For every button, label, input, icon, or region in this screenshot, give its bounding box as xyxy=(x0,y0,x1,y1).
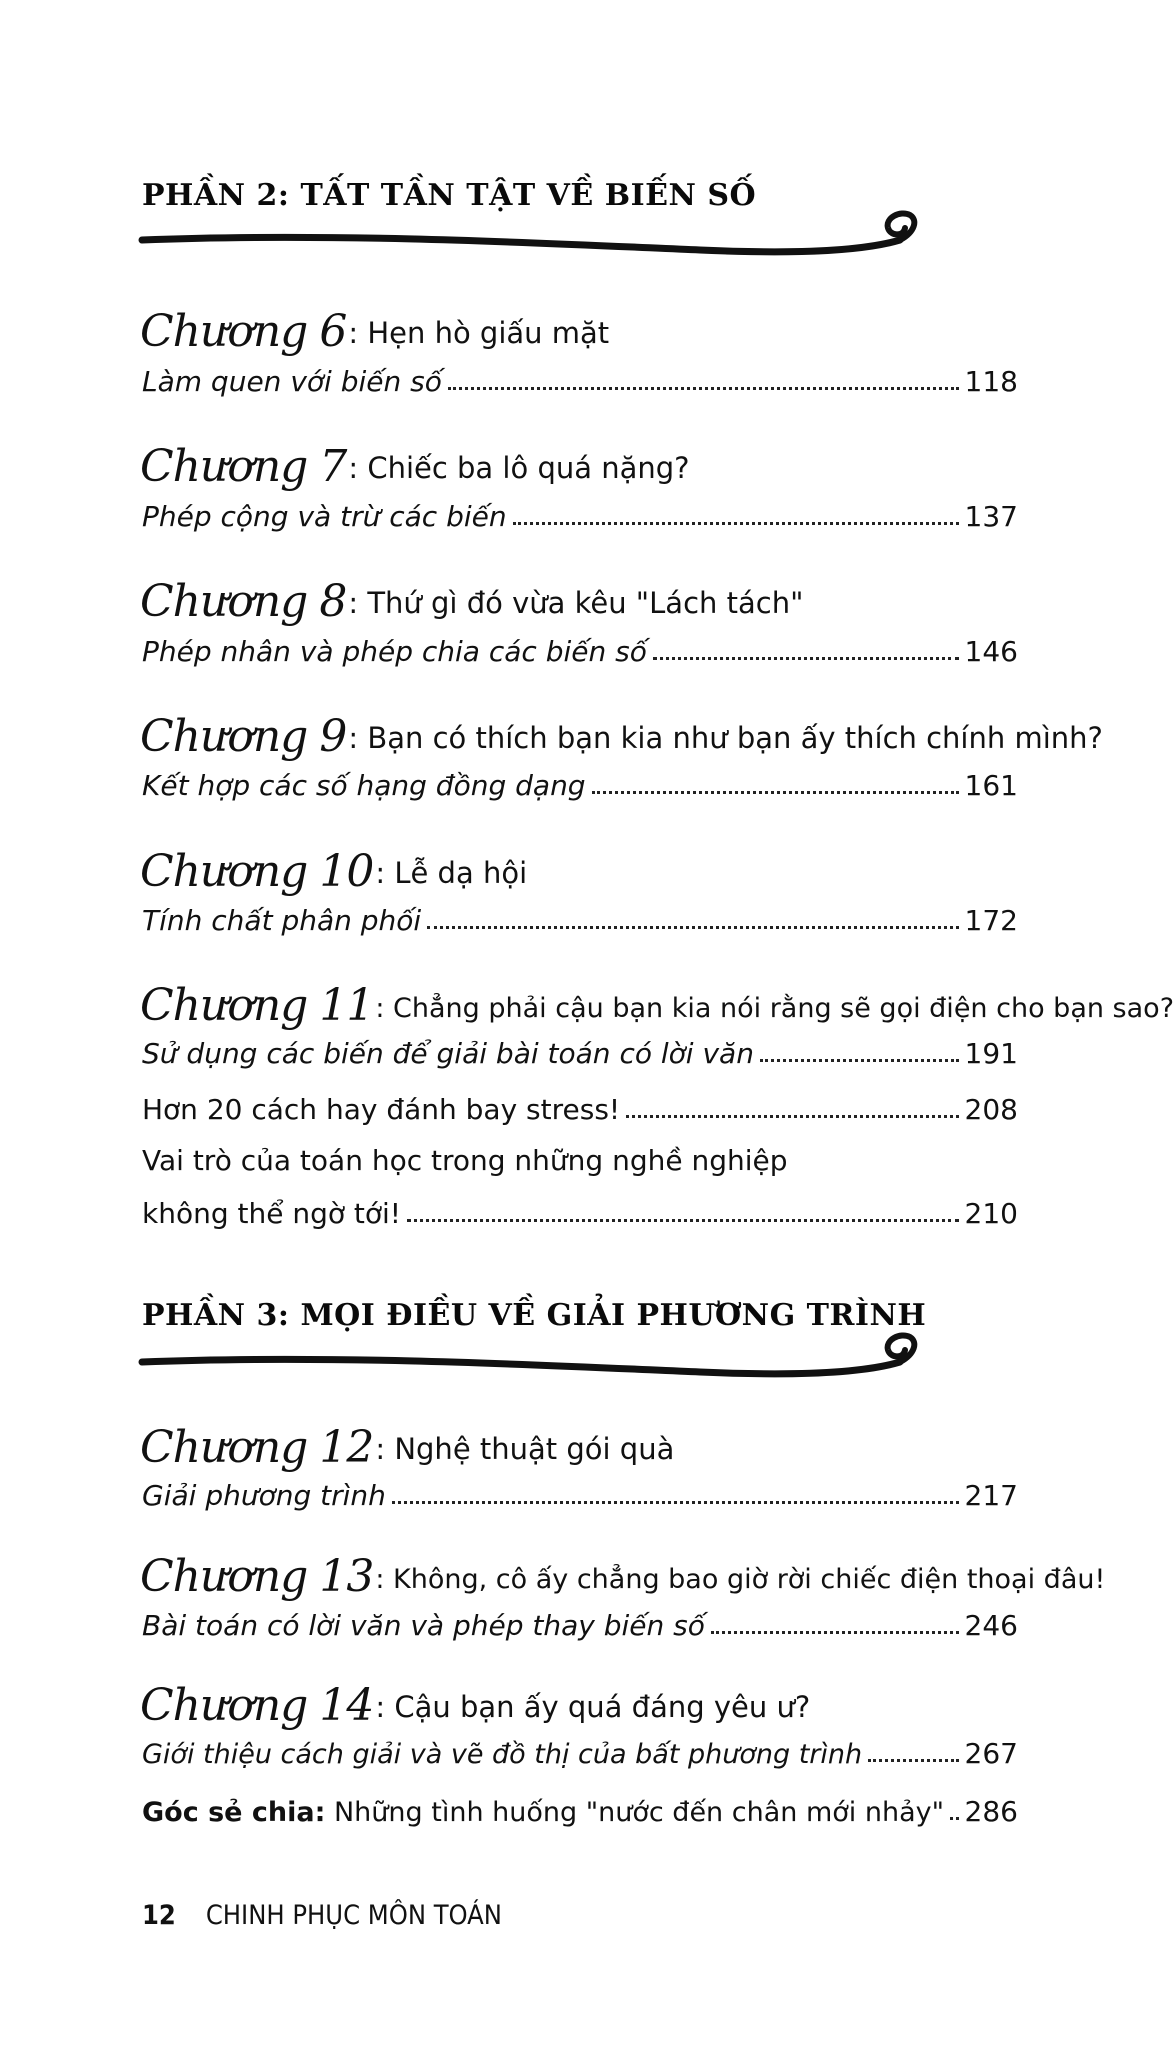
chapter-title: : Không, cô ấy chẳng bao giờ rời chiếc điện thoại đâu! xyxy=(375,1564,1106,1595)
chapter-12-heading xyxy=(140,1406,675,1473)
chapter-number: 6 xyxy=(319,306,347,357)
chapter-title: : Lễ dạ hội xyxy=(375,856,528,890)
swirl-divider-icon xyxy=(140,210,940,280)
chapter-word: Chương xyxy=(140,441,308,492)
toc-entry-chapter-13 xyxy=(142,1602,1018,1642)
toc-entry-chapter-11 xyxy=(142,1030,1018,1070)
chapter-13-heading xyxy=(140,1535,1106,1602)
toc-entry-careers xyxy=(142,1190,1018,1230)
page-number: 172 xyxy=(964,904,1018,937)
chapter-9-heading xyxy=(140,695,1103,762)
toc-entry-chapter-6 xyxy=(142,358,1018,398)
page-number: 191 xyxy=(964,1037,1018,1070)
chapter-6-heading xyxy=(140,290,610,357)
chapter-number: 8 xyxy=(319,576,347,627)
page-number: 161 xyxy=(964,769,1018,802)
chapter-11-heading xyxy=(140,964,1174,1031)
swirl-divider-icon xyxy=(140,1332,940,1402)
part-2-title: PHẦN 2: TẤT TẦN TẬT VỀ BIẾN SỐ xyxy=(142,178,757,213)
toc-entry-text: Giới thiệu cách giải và vẽ đồ thị của bất phương trình xyxy=(142,1739,863,1770)
chapter-word: Chương xyxy=(140,846,308,897)
toc-entry-text: Tính chất phân phối xyxy=(142,904,422,937)
chapter-title: : Hẹn hò giấu mặt xyxy=(348,316,610,350)
chapter-number: 7 xyxy=(319,441,347,492)
page-number: 118 xyxy=(964,365,1018,398)
dot-leader xyxy=(711,1630,959,1634)
toc-entry-corner xyxy=(142,1788,1018,1828)
dot-leader xyxy=(448,386,959,390)
toc-entry-chapter-8 xyxy=(142,628,1018,668)
chapter-title: : Thứ gì đó vừa kêu "Lách tách" xyxy=(348,586,804,620)
toc-entry-text: Làm quen với biến số xyxy=(142,365,442,398)
dot-leader xyxy=(392,1500,959,1504)
chapter-number: 14 xyxy=(319,1680,374,1731)
corner-label: Góc sẻ chia: xyxy=(142,1797,326,1828)
chapter-number: 11 xyxy=(319,980,374,1031)
toc-entry-chapter-14 xyxy=(142,1730,1018,1770)
chapter-word: Chương xyxy=(140,1422,308,1473)
dot-leader xyxy=(592,790,959,794)
toc-entry-chapter-7 xyxy=(142,493,1018,533)
toc-entry-text: không thể ngờ tới! xyxy=(142,1197,402,1230)
page-number: 146 xyxy=(964,635,1018,668)
dot-leader xyxy=(653,656,959,660)
dot-leader xyxy=(626,1114,958,1118)
chapter-14-heading xyxy=(140,1664,811,1731)
page-number: 137 xyxy=(964,500,1018,533)
chapter-number: 10 xyxy=(319,846,374,897)
toc-entry-careers-line1: Vai trò của toán học trong những nghề nghiệp xyxy=(142,1144,788,1177)
chapter-8-heading xyxy=(140,560,804,627)
toc-entry-text: Những tình huống "nước đến chân mới nhảy" xyxy=(325,1797,945,1828)
chapter-word: Chương xyxy=(140,306,308,357)
toc-entry-text: Bài toán có lời văn và phép thay biến số xyxy=(142,1609,705,1642)
chapter-10-heading xyxy=(140,830,528,897)
dot-leader xyxy=(407,1218,959,1222)
chapter-title: : Cậu bạn ấy quá đáng yêu ư? xyxy=(375,1690,811,1724)
toc-entry-text: Giải phương trình xyxy=(142,1479,386,1512)
dot-leader xyxy=(950,1816,959,1820)
chapter-number: 13 xyxy=(319,1551,374,1602)
page-number: 208 xyxy=(964,1093,1018,1126)
toc-entry-stress xyxy=(142,1086,1018,1126)
dot-leader xyxy=(427,925,958,929)
dot-leader xyxy=(513,521,959,525)
toc-entry-text: Kết hợp các số hạng đồng dạng xyxy=(142,769,586,802)
chapter-number: 12 xyxy=(319,1422,374,1473)
chapter-title: : Bạn có thích bạn kia như bạn ấy thích chính mình? xyxy=(348,721,1103,755)
footer-book-title: CHINH PHỤC MÔN TOÁN xyxy=(205,1900,502,1931)
chapter-title: : Nghệ thuật gói quà xyxy=(375,1432,675,1466)
chapter-word: Chương xyxy=(140,576,308,627)
chapter-title: : Chiếc ba lô quá nặng? xyxy=(348,451,690,485)
chapter-word: Chương xyxy=(140,980,308,1031)
toc-entry-chapter-9 xyxy=(142,762,1018,802)
chapter-title: : Chẳng phải cậu bạn kia nói rằng sẽ gọi điện cho bạn sao? xyxy=(375,993,1174,1024)
toc-entry-text: Hơn 20 cách hay đánh bay stress! xyxy=(142,1093,621,1126)
part-3-title: PHẦN 3: MỌI ĐIỀU VỀ GIẢI PHƯƠNG TRÌNH xyxy=(142,1298,927,1333)
toc-entry-text: Phép cộng và trừ các biến xyxy=(142,500,507,533)
chapter-7-heading xyxy=(140,425,690,492)
page-footer xyxy=(142,1900,502,1931)
page-number: 246 xyxy=(964,1609,1018,1642)
chapter-word: Chương xyxy=(140,1680,308,1731)
toc-entry-text: Phép nhân và phép chia các biến số xyxy=(142,635,647,668)
page-number: 267 xyxy=(964,1737,1018,1770)
page-number: 286 xyxy=(964,1795,1018,1828)
dot-leader xyxy=(760,1058,959,1062)
dot-leader xyxy=(868,1758,958,1762)
page-number: 210 xyxy=(964,1197,1018,1230)
toc-entry-text: Sử dụng các biến để giải bài toán có lời văn xyxy=(142,1037,754,1070)
chapter-word: Chương xyxy=(140,711,308,762)
toc-entry-chapter-12 xyxy=(142,1472,1018,1512)
chapter-number: 9 xyxy=(319,711,347,762)
toc-entry-chapter-10 xyxy=(142,897,1018,937)
chapter-word: Chương xyxy=(140,1551,308,1602)
footer-page-number: 12 xyxy=(142,1900,176,1931)
page-number: 217 xyxy=(964,1479,1018,1512)
